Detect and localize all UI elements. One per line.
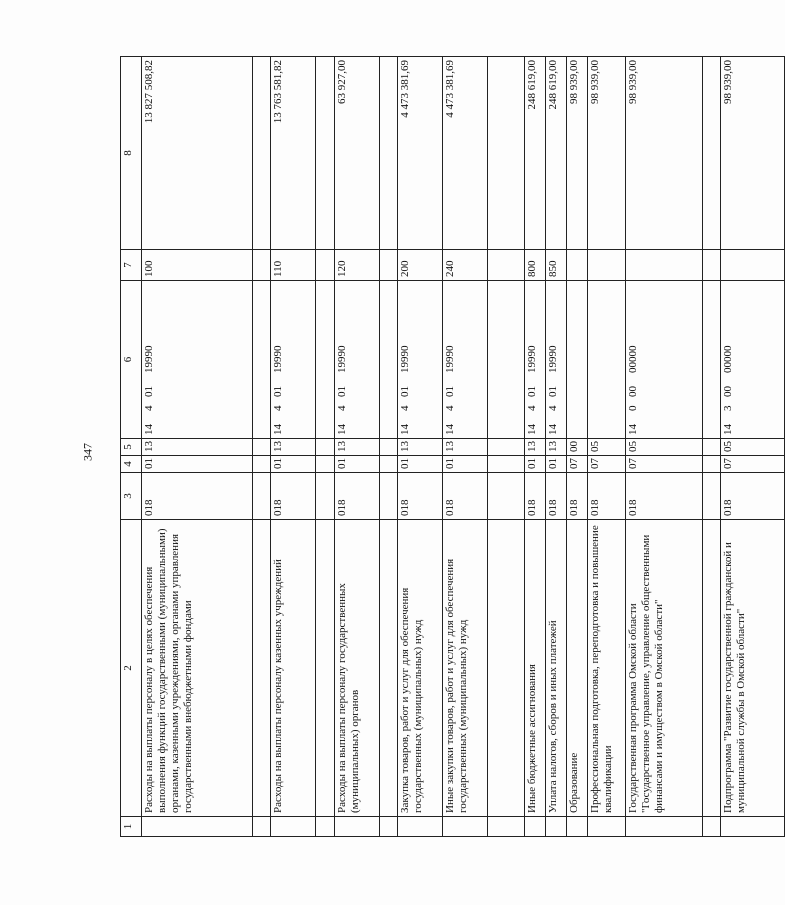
budget-table: [120, 56, 785, 837]
cell-c3: 018: [567, 473, 588, 520]
page-number: 347: [80, 443, 95, 461]
cell-c3: 018: [546, 473, 567, 520]
cell-c2: Расходы на выплаты персоналу в целях обеспечения выполнения функций государственными (муниципальными) органами, казенными учреждениями, органами управления государственными внебюджетными фондами: [142, 520, 253, 817]
target-code-segment: 14: [399, 424, 412, 435]
column-header: 8: [121, 57, 142, 250]
target-code-segment: 00000: [627, 345, 640, 373]
cell-c8: 98 939,00: [626, 57, 703, 250]
spacer-cell: [703, 57, 721, 250]
cell-c7: 200: [398, 250, 443, 281]
cell-c4: 01: [271, 456, 316, 473]
spacer-cell: [488, 439, 525, 456]
spacer-row: [379, 57, 397, 837]
spacer-cell: [253, 439, 271, 456]
cell-c2: Расходы на выплаты персоналу казенных учреждений: [271, 520, 316, 817]
cell-c4: 07: [588, 456, 626, 473]
cell-c4: 01: [524, 456, 545, 473]
table-row: [721, 57, 785, 837]
spacer-cell: [316, 250, 334, 281]
spacer-row: [703, 57, 721, 837]
cell-c3: 018: [398, 473, 443, 520]
target-code-segment: 01: [525, 386, 538, 397]
target-code-segment: 14: [272, 424, 285, 435]
cell-c5: 05: [626, 439, 703, 456]
spacer-cell: [488, 281, 525, 439]
target-code-segment: 01: [399, 386, 412, 397]
cell-c5: 05: [588, 439, 626, 456]
target-code-segment: 14: [444, 424, 457, 435]
target-code-segment: 01: [272, 386, 285, 397]
spacer-cell: [316, 520, 334, 817]
spacer-cell: [253, 456, 271, 473]
cell-c3: 018: [524, 473, 545, 520]
target-code-segment: 19990: [143, 345, 156, 373]
spacer-cell: [253, 520, 271, 817]
table-body: [121, 57, 785, 837]
column-header: 5: [121, 439, 142, 456]
cell-c5: 05: [721, 439, 785, 456]
target-code-segment: 3: [722, 405, 735, 411]
table-wrapper: [120, 57, 785, 837]
cell-c4: 01: [142, 456, 253, 473]
cell-c5: 13: [443, 439, 488, 456]
cell-c7: [588, 250, 626, 281]
spacer-cell: [379, 520, 397, 817]
cell-c6: [398, 281, 443, 439]
target-code-segment: 00: [627, 386, 640, 397]
target-code-segment: 4: [143, 405, 156, 411]
spacer-cell: [703, 281, 721, 439]
spacer-cell: [379, 456, 397, 473]
cell-c3: 018: [271, 473, 316, 520]
table-row: [626, 57, 703, 837]
cell-c5: 13: [142, 439, 253, 456]
cell-col1: [271, 817, 316, 837]
cell-c4: 01: [398, 456, 443, 473]
cell-c2: Образование: [567, 520, 588, 817]
target-code-segment: 01: [143, 386, 156, 397]
cell-c5: 00: [567, 439, 588, 456]
target-code-segment: 19990: [335, 345, 348, 373]
table-row: [546, 57, 567, 837]
cell-c4: 01: [546, 456, 567, 473]
cell-c6: [626, 281, 703, 439]
table-row: [398, 57, 443, 837]
cell-c8: 248 619,00: [546, 57, 567, 250]
spacer-cell: [253, 817, 271, 837]
cell-c6: [721, 281, 785, 439]
cell-c6: [588, 281, 626, 439]
cell-c3: 018: [334, 473, 379, 520]
target-code-segment: 00000: [722, 345, 735, 373]
spacer-row: [316, 57, 334, 837]
cell-col1: [546, 817, 567, 837]
spacer-cell: [253, 57, 271, 250]
cell-col1: [567, 817, 588, 837]
target-code-segment: 14: [627, 424, 640, 435]
table-row: [142, 57, 253, 837]
target-code-segment: 4: [547, 405, 560, 411]
cell-c2: Иные бюджетные ассигнования: [524, 520, 545, 817]
cell-col1: [398, 817, 443, 837]
cell-c8: 4 473 381,69: [443, 57, 488, 250]
cell-c5: 13: [546, 439, 567, 456]
column-header: 3: [121, 473, 142, 520]
spacer-cell: [316, 281, 334, 439]
cell-c7: [567, 250, 588, 281]
target-code-segment: 19990: [399, 345, 412, 373]
cell-c8: 98 939,00: [588, 57, 626, 250]
cell-c3: 018: [721, 473, 785, 520]
spacer-cell: [703, 456, 721, 473]
spacer-cell: [379, 281, 397, 439]
cell-c2: Уплата налогов, сборов и иных платежей: [546, 520, 567, 817]
spacer-row: [253, 57, 271, 837]
cell-col1: [626, 817, 703, 837]
cell-c7: 110: [271, 250, 316, 281]
cell-c6: [142, 281, 253, 439]
cell-c4: 07: [721, 456, 785, 473]
spacer-cell: [253, 281, 271, 439]
table-row: [588, 57, 626, 837]
spacer-cell: [488, 57, 525, 250]
spacer-cell: [253, 250, 271, 281]
target-code-segment: 01: [335, 386, 348, 397]
header-row: [121, 57, 142, 837]
cell-c7: 850: [546, 250, 567, 281]
cell-c4: 01: [334, 456, 379, 473]
cell-c4: 07: [567, 456, 588, 473]
cell-c3: 018: [588, 473, 626, 520]
cell-c3: 018: [626, 473, 703, 520]
spacer-cell: [488, 473, 525, 520]
spacer-cell: [703, 439, 721, 456]
target-code-segment: 4: [444, 405, 457, 411]
spacer-cell: [488, 520, 525, 817]
cell-c7: 120: [334, 250, 379, 281]
cell-c8: 98 939,00: [567, 57, 588, 250]
spacer-cell: [316, 473, 334, 520]
target-code-segment: 14: [143, 424, 156, 435]
target-code-segment: 19990: [525, 345, 538, 373]
column-header: 4: [121, 456, 142, 473]
cell-c5: 13: [334, 439, 379, 456]
cell-c8: 4 473 381,69: [398, 57, 443, 250]
spacer-cell: [488, 250, 525, 281]
spacer-cell: [488, 817, 525, 837]
cell-c6: [567, 281, 588, 439]
spacer-cell: [379, 250, 397, 281]
target-code-segment: 19990: [444, 345, 457, 373]
column-header: 2: [121, 520, 142, 817]
cell-c2: Профессиональная подготовка, переподготовка и повышение квалификации: [588, 520, 626, 817]
spacer-cell: [703, 250, 721, 281]
target-code-segment: 4: [399, 405, 412, 411]
cell-col1: [443, 817, 488, 837]
spacer-cell: [316, 817, 334, 837]
spacer-row: [488, 57, 525, 837]
spacer-cell: [703, 817, 721, 837]
cell-c5: 13: [524, 439, 545, 456]
cell-c7: [721, 250, 785, 281]
cell-col1: [588, 817, 626, 837]
spacer-cell: [379, 473, 397, 520]
cell-c7: 240: [443, 250, 488, 281]
cell-c5: 13: [271, 439, 316, 456]
cell-c3: 018: [443, 473, 488, 520]
target-code-segment: 01: [444, 386, 457, 397]
cell-c8: 13 827 508,82: [142, 57, 253, 250]
column-header: 1: [121, 817, 142, 837]
target-code-segment: 14: [547, 424, 560, 435]
cell-c6: [271, 281, 316, 439]
column-header: 6: [121, 281, 142, 439]
target-code-segment: 4: [335, 405, 348, 411]
spacer-cell: [379, 439, 397, 456]
cell-c4: 01: [443, 456, 488, 473]
cell-c2: Подпрограмма "Развитие государственной гражданской и муниципальной службы в Омской области": [721, 520, 785, 817]
spacer-cell: [379, 817, 397, 837]
cell-c6: [546, 281, 567, 439]
cell-c2: Расходы на выплаты персоналу государственных (муниципальных) органов: [334, 520, 379, 817]
table-row: [271, 57, 316, 837]
cell-c7: [626, 250, 703, 281]
spacer-cell: [316, 456, 334, 473]
target-code-segment: 4: [272, 405, 285, 411]
cell-c8: 13 763 581,82: [271, 57, 316, 250]
spacer-cell: [488, 456, 525, 473]
target-code-segment: 4: [525, 405, 538, 411]
cell-col1: [334, 817, 379, 837]
spacer-cell: [316, 57, 334, 250]
spacer-cell: [703, 473, 721, 520]
target-code-segment: 19990: [547, 345, 560, 373]
table-row: [443, 57, 488, 837]
cell-c7: 100: [142, 250, 253, 281]
target-code-segment: 0: [627, 405, 640, 411]
spacer-cell: [253, 473, 271, 520]
table-row: [524, 57, 545, 837]
cell-c2: Иные закупки товаров, работ и услуг для обеспечения государственных (муниципальных) нужд: [443, 520, 488, 817]
target-code-segment: 19990: [272, 345, 285, 373]
spacer-cell: [316, 439, 334, 456]
target-code-segment: 14: [525, 424, 538, 435]
cell-c2: Государственная программа Омской области "Государственное управление, управление общественными финансами и имуществом в Омской области": [626, 520, 703, 817]
cell-c5: 13: [398, 439, 443, 456]
cell-c8: 98 939,00: [721, 57, 785, 250]
cell-c3: 018: [142, 473, 253, 520]
target-code-segment: 00: [722, 386, 735, 397]
target-code-segment: 14: [722, 424, 735, 435]
table-row: [567, 57, 588, 837]
cell-col1: [721, 817, 785, 837]
cell-col1: [142, 817, 253, 837]
cell-c8: 248 619,00: [524, 57, 545, 250]
cell-c2: Закупка товаров, работ и услуг для обеспечения государственных (муниципальных) нужд: [398, 520, 443, 817]
table-row: [334, 57, 379, 837]
target-code-segment: 01: [547, 386, 560, 397]
cell-c6: [443, 281, 488, 439]
cell-c6: [334, 281, 379, 439]
cell-c6: [524, 281, 545, 439]
spacer-cell: [703, 520, 721, 817]
target-code-segment: 14: [335, 424, 348, 435]
cell-c7: 800: [524, 250, 545, 281]
cell-c8: 63 927,00: [334, 57, 379, 250]
spacer-cell: [379, 57, 397, 250]
cell-col1: [524, 817, 545, 837]
cell-c4: 07: [626, 456, 703, 473]
column-header: 7: [121, 250, 142, 281]
